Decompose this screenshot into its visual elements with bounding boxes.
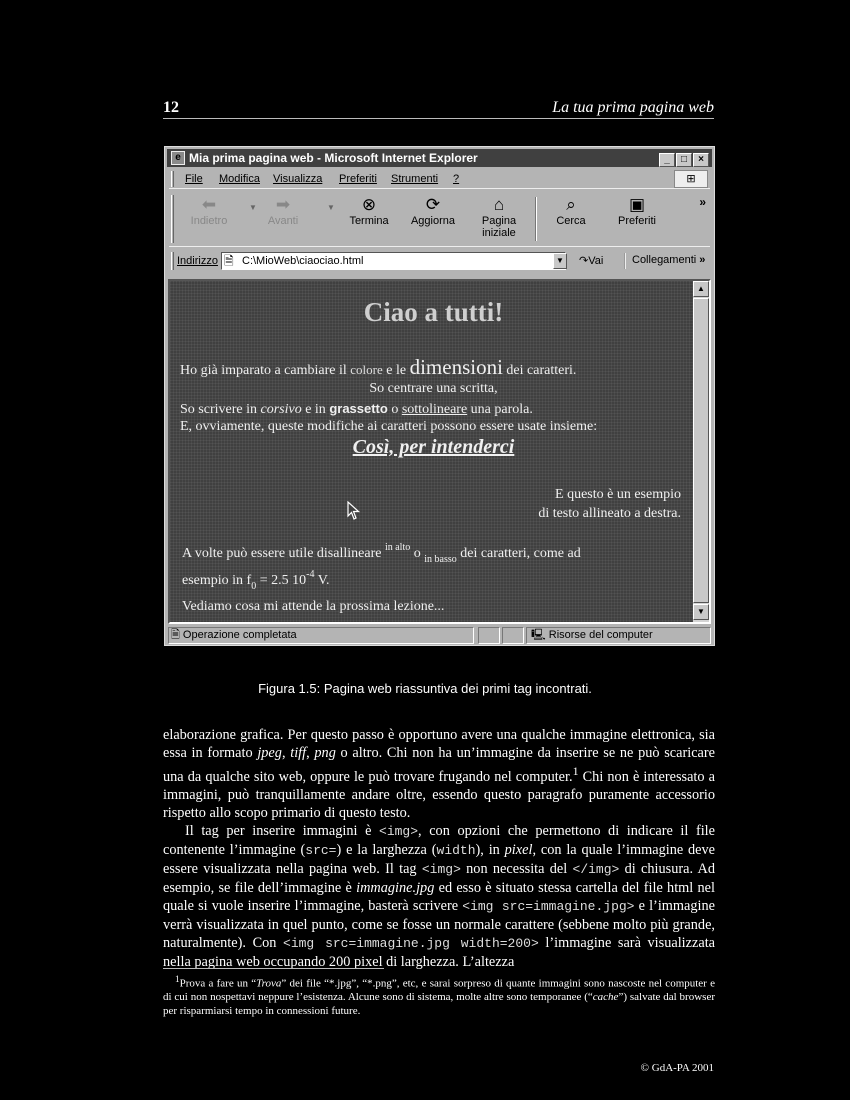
forward-dropdown-icon[interactable]: ▼: [327, 203, 335, 212]
stop-label: Termina: [349, 215, 389, 227]
last-line: Vediamo cosa mi attende la prossima lezione...: [182, 599, 445, 614]
forward-arrow-icon: ➡: [275, 195, 291, 214]
go-arrow-icon: ↷: [579, 255, 589, 267]
address-input[interactable]: [221, 252, 566, 270]
close-icon[interactable]: ×: [693, 153, 709, 167]
mouse-cursor-icon: [347, 501, 361, 521]
grassetto-word: grassetto: [329, 401, 388, 416]
back-button[interactable]: [179, 195, 239, 227]
address-value: C:\MioWeb\ciaociao.html: [242, 255, 364, 267]
menu-visualizza[interactable]: Visualizza: [273, 173, 323, 185]
chapter-title: La tua prima pagina web: [552, 99, 714, 116]
refresh-icon: ⟳: [425, 195, 441, 214]
toolbar: [169, 191, 710, 247]
refresh-button[interactable]: [403, 195, 463, 227]
maximize-icon[interactable]: □: [676, 153, 692, 167]
status-zone-text: Risorse del computer: [548, 629, 653, 641]
status-cell: [502, 627, 524, 644]
links-chevron-icon: »: [699, 254, 706, 266]
favorites-label: Preferiti: [618, 215, 656, 227]
stop-button[interactable]: [339, 195, 399, 227]
menubar-grip[interactable]: [171, 171, 174, 187]
page-line-4: E, ovviamente, queste modifiche ai caratteri possono essere usate insieme:: [180, 419, 598, 434]
running-head: [163, 99, 714, 119]
status-cell: [478, 627, 500, 644]
forward-label: Avanti: [267, 215, 299, 227]
footnote-number: 1: [175, 974, 180, 984]
status-text: Operazione completata: [182, 629, 297, 641]
toolbar-more-chevron-icon[interactable]: »: [699, 195, 706, 209]
menu-bar: [169, 169, 710, 189]
subscript-text: in basso: [424, 554, 457, 565]
page-heading: Ciao a tutti!: [363, 297, 504, 327]
page-document-icon: 🗎: [224, 254, 234, 268]
go-button[interactable]: [579, 254, 603, 267]
scroll-up-icon[interactable]: ▲: [693, 281, 709, 297]
sottolineare-word: sottolineare: [401, 402, 468, 417]
home-label-line1: Pagina: [481, 215, 517, 227]
footnote-marker: 1: [572, 764, 579, 778]
favorites-button[interactable]: [607, 195, 667, 227]
scrollbar-thumb[interactable]: [693, 298, 709, 603]
figure-caption: Figura 1.5: Pagina web riassuntiva dei primi tag incontrati.: [258, 681, 592, 696]
page-viewport[interactable]: [168, 279, 711, 624]
colore-word: colore: [350, 362, 383, 377]
vertical-scrollbar[interactable]: [693, 281, 709, 622]
home-label-line2: iniziale: [482, 227, 516, 239]
browser-figure: [164, 146, 715, 646]
forward-button[interactable]: [253, 195, 313, 227]
toolbar-grip[interactable]: [171, 195, 174, 243]
body-text: [163, 726, 715, 971]
status-page-icon: 🗎: [171, 629, 180, 641]
status-zone: [526, 627, 711, 644]
page-line-1: Ho già imparato a cambiare il colore e le dimensioni dei caratteri.: [180, 355, 577, 379]
back-label: Indietro: [190, 215, 228, 227]
paragraph-1: elaborazione grafica. Per questo passo è opportuno avere una qualche immagine elettronica, sia essa in formato jpeg, tiff, png o altro. Chi non ha un’immagine da inserire se ne può scaricare una da qualche sito web, oppure le può trovare frugando nel computer.$^1$ Chi non è interessato a immagini, può tranquillamente andare oltre, essendo questo paragrafo puramente accessorio rispetto allo scopo primario di questo testo.: [163, 727, 716, 821]
addressbar-grip[interactable]: [171, 252, 174, 270]
menu-modifica[interactable]: Modifica: [219, 173, 260, 185]
stop-icon: ⊗: [361, 195, 377, 214]
corsivo-word: corsivo: [260, 402, 302, 417]
status-bar: [168, 627, 713, 644]
cosi-heading: Così, per intenderci: [352, 436, 515, 458]
menu-preferiti[interactable]: Preferiti: [339, 173, 377, 185]
dimensioni-word: dimensioni: [409, 355, 503, 379]
formula-line: esempio in $f_0 = 2.5$ $10^{-4}$ V.: [182, 569, 330, 592]
search-icon: ⌕: [566, 195, 576, 214]
refresh-label: Aggiorna: [410, 215, 456, 227]
address-dropdown-icon[interactable]: ▼: [553, 253, 567, 269]
links-button[interactable]: [624, 253, 705, 269]
address-bar: [169, 250, 710, 272]
right-aligned-line-2: di testo allineato a destra.: [538, 506, 681, 521]
search-label: Cerca: [556, 215, 586, 227]
search-button[interactable]: [541, 195, 601, 227]
computer-icon: 🖳: [531, 629, 546, 641]
footnote: $^1$Prova a fare un “Trova” dei file “*.jpg”, “*.png”, etc, e sarai sorpreso di quante immagini sono nascoste nel computer e di cui non nospettavi neppure l’esistenza. Alcune sono di sistema, molte altre sono temporanee (“cache”) salvate dal browser per risparmiarsi tempo in connessioni future.: [163, 974, 715, 1017]
menu-help[interactable]: ?: [453, 173, 460, 185]
ie-app-icon: e: [171, 151, 185, 165]
formula-exponent: -4: [306, 569, 315, 580]
windows-logo-icon: ⊞: [674, 170, 708, 188]
menu-file[interactable]: File: [185, 173, 203, 185]
home-icon: ⌂: [493, 195, 505, 214]
sup-sub-line: A volte può essere utile disallineare $^{in alto}$ o $_{in basso}$ dei caratteri, come ad: [182, 542, 581, 565]
page-line-centered: So centrare una scritta,: [369, 381, 498, 396]
page-number: 12: [163, 99, 179, 116]
copyright-footer: © GdA-PA 2001: [640, 1062, 714, 1074]
links-label: Collegamenti: [632, 254, 697, 266]
back-dropdown-icon[interactable]: ▼: [249, 203, 257, 212]
favorites-folder-icon: ▣: [628, 195, 646, 214]
back-arrow-icon: ⬅: [201, 195, 217, 214]
window-titlebar[interactable]: [167, 149, 712, 167]
footnote-rule: [163, 968, 384, 969]
menu-strumenti[interactable]: Strumenti: [391, 173, 439, 185]
superscript-text: in alto: [384, 542, 411, 553]
minimize-icon[interactable]: _: [659, 153, 675, 167]
paragraph-2: Il tag per inserire immagini è <img>, con opzioni che permettono di indicare il file contenente l’immagine (src=) e la larghezza (width), in pixel, con la quale l’immagine deve essere visualizzata nella pagina web. Il tag <img> non necessita del </img> di chiusura. Ad esempio, se file dell’immagine è immagine.jpg ed esso è situato stessa cartella del file html nel quale si vuole inserire l’immagine, basterà scrivere <img src=immagine.jpg> e l’immagine verrà visualizzata in quel punto, come se fosse un normale carattere (sebbene molto più grande, naturalmente). Con <img src=immagine.jpg width=200> l’immagine sarà visualizzata nella pagina web occupando 200 pixel di larghezza. L’altezza: [163, 822, 716, 970]
formula-subscript: 0: [251, 581, 257, 592]
right-aligned-line-1: E questo è un esempio: [555, 487, 681, 502]
window-title: Mia prima pagina web - Microsoft Internet Explorer: [189, 151, 478, 165]
page-line-3: So scrivere in corsivo e in grassetto o sottolineare una parola.: [180, 401, 533, 417]
address-label: Indirizzo: [177, 255, 218, 267]
home-button[interactable]: [469, 195, 529, 239]
toolbar-separator: [535, 197, 537, 241]
go-label: Vai: [588, 255, 604, 267]
scroll-down-icon[interactable]: ▼: [693, 604, 709, 620]
status-main: [168, 627, 474, 644]
